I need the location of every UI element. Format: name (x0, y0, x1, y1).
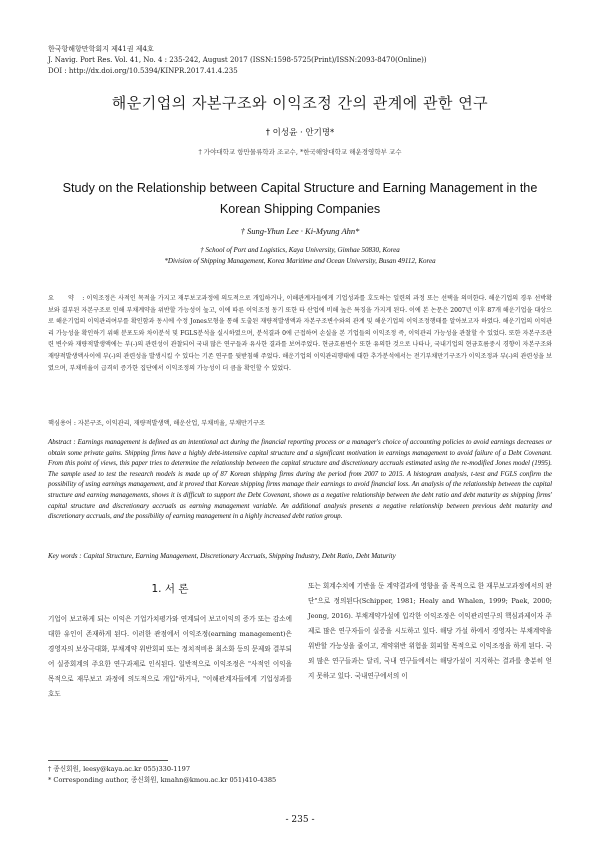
english-affiliation-2: *Division of Shipping Management, Korea Maritime and Ocean University, Busan 49112, Korea (164, 257, 436, 265)
footnotes (48, 764, 276, 786)
korean-authors: † 이성윤 · 안기명* (265, 128, 335, 138)
korean-affiliation: † 가야대학교 항만물류학과 조교수, *한국해양대학교 해운경영학부 교수 (198, 148, 402, 156)
korean-abstract (48, 293, 552, 374)
korean-title: 해운기업의 자본구조와 이익조정 간의 관계에 관한 연구 (111, 94, 489, 112)
doi-link[interactable]: DOI : http://dx.doi.org/10.5394/KINPR.2017.41.4.235 (48, 67, 238, 75)
english-title: Study on the Relationship between Capital Structure and Earning Management in the Korean Shipping Companies (62, 181, 538, 216)
korean-abstract-text: : 이익조정은 사적인 목적을 가지고 재무보고과정에 의도적으로 개입하거나, 이해관계자들에게 기업성과를 호도하는 일련의 과정 또는 선택을 의미한다. 해운기업의 경우 선박확보와 결부된 자본구조로 인해 부채계약을 위반할 가능성이 높고, 이에 따른 이익조정 동기 또한 타 산업에 비해 높은 특징을 가지게 된다. 이에 본 논문은 2007년 이후 87개 해운기업을 대상으로 해운기업의 이익관리여부를 확인함과 동시에 수정 Jones모형을 통해 도출된 재량적발생액과 자본구조변수와의 관계 및 해운기업의 이익조정행태를 알아보고자 하였다. 해운기업의 이익관리 가능성을 확인하기 위해 분포도와 차이분석 및 FGLS분석을 실시하였으며, 분석결과 0에 근접하여 손실을 본 기업들의 이익조정 즉, 이익관리 가능성을 관찰할 수 있었다. 또한 자본구조관련 변수와 재량적발생액에는 부(-)의 관련성이 관찰되어 국내 많은 연구들과 유사한 결과를 보여주었다. 현금흐름변수 또한 유의한 것으로 나타나, 국내기업의 현금흐름중시 경향이 자본구조와 재량적발생액사이에 부(-)의 관련성을 발생시킬 수 있다는 기존 연구를 뒷받침해 주었다. 해운기업의 이익관리행태에 대한 추가분석에서는 전기부채만기구조가 이익조정과 부(-)의 관련성을 보였으며, 부채비율이 급격히 증가한 집단에서 이익조정의 가능성이 더 큼을 확인할 수 있었다. (48, 295, 552, 372)
english-keywords (48, 552, 552, 560)
english-keywords-label: Key words (48, 552, 78, 560)
korean-keywords: 핵심용어 : 자본구조, 이익관리, 재량적발생액, 해운산업, 부채비율, 부채만기구조 (48, 420, 265, 427)
english-affiliation-1: † School of Port and Logistics, Kaya University, Gimhae 50830, Korea (200, 246, 400, 254)
footnote-first-author: † 종신회원, leesy@kaya.ac.kr 055)330-1197 (48, 765, 191, 773)
english-abstract-text: : Earnings management is defined as an intentional act during the financial reporting process or a manager's choice of accounting policies to avoid earnings decreases or obtain some private gains. Shipping firms have a highly debt-intensive capital structure and a significant motivation in earnings management to avoid failure of a Debt Covenant. From this point of views, this paper tries to determine the relationship between the capital structure and discretionary accruals estimated using the re-modified Jones model (1995). The sample used to test the research models is made up of 87 Korean shipping firms during the period from 2007 to 2015. A histogram analysis, t-test and FGLS confirm the possibility of using earnings management, and it proved that Korean shipping firms manage their earnings to avoid financial loss. An analysis of the relationship between the capital structure and earning managements, shows it is difficult to support the Debt Covenant, shown as a negative relationship between the debt ratio and debt maturity as shipping firms' capital structure and discretionary accruals as earning management variable. An additional analysis presents a negative relationship between previous debt maturity and discretionary accruals, and the possibility of earning management in a highly increased debt ration group. (48, 439, 552, 521)
english-abstract (48, 438, 552, 523)
footnote-corresponding-author: * Corresponding author, 종신회원, kmahn@kmou.ac.kr 051)410-4385 (48, 776, 277, 784)
english-abstract-label: Abstract (48, 439, 72, 446)
body-column-right: 또는 회계수치에 기반을 둔 계약결과에 영향을 줄 목적으로 한 재무보고과정에서의 판단"으로 정의된다(Schipper, 1981; Healy and Whalen, 1999; Paek, 2000; Jeong, 2016). 부채계약가설에 입각한 이익조정은 이익관리연구의 핵심과제이자 주제로 많은 연구자들이 실증을 시도하고 있다. 해당 가설 하에서 경영자는 부채계약을 위반할 가능성을 줄이고, 계약위반 위험을 회피할 목적으로 이익조정을 하게 된다. 국외 많은 연구들과는 달리, 국내 연구들에서는 해당가설이 지지하는 결과를 충분히 얻지 못하고 있다. 국내연구에서의 이 (308, 582, 552, 680)
english-keywords-text: : Capital Structure, Earning Management, Discretionary Accruals, Shipping Industry, Debt Ratio, Debt Maturity (77, 552, 396, 560)
body-column-left: 기업이 보고하게 되는 이익은 기업가치평가와 연계되어 보고이익의 증가 또는 감소에 대한 유인이 존재하게 된다. 이러한 관점에서 이익조정(earning management)은 경영자의 보상극대화, 부채계약 위반회피 또는 정치적비용 최소화 등의 문제와 결부되어 실증회계의 주요한 연구과제로 인식된다. 일반적으로 이익조정은 "사적인 이익을 목적으로 재무보고 과정에 의도적으로 개입"하거나, "이해관계자들에게 기업성과를 호도 (48, 615, 292, 698)
section-heading-introduction: 1. 서 론 (151, 583, 189, 595)
footnote-divider (48, 760, 168, 761)
page-number: - 235 - (285, 815, 315, 825)
english-authors: † Sung-Yhun Lee · Ki-Myung Ahn* (240, 226, 360, 236)
journal-name-korean: 한국항해항만학회지 제41권 제4호 (48, 45, 154, 53)
journal-citation: J. Navig. Port Res. Vol. 41, No. 4 : 235-242, August 2017 (ISSN:1598-5725(Print)/ISSN:2093-8470(Online)) (48, 56, 427, 64)
korean-abstract-label: 요 약 (48, 295, 80, 302)
english-affiliations (0, 245, 600, 267)
journal-header (48, 44, 427, 77)
